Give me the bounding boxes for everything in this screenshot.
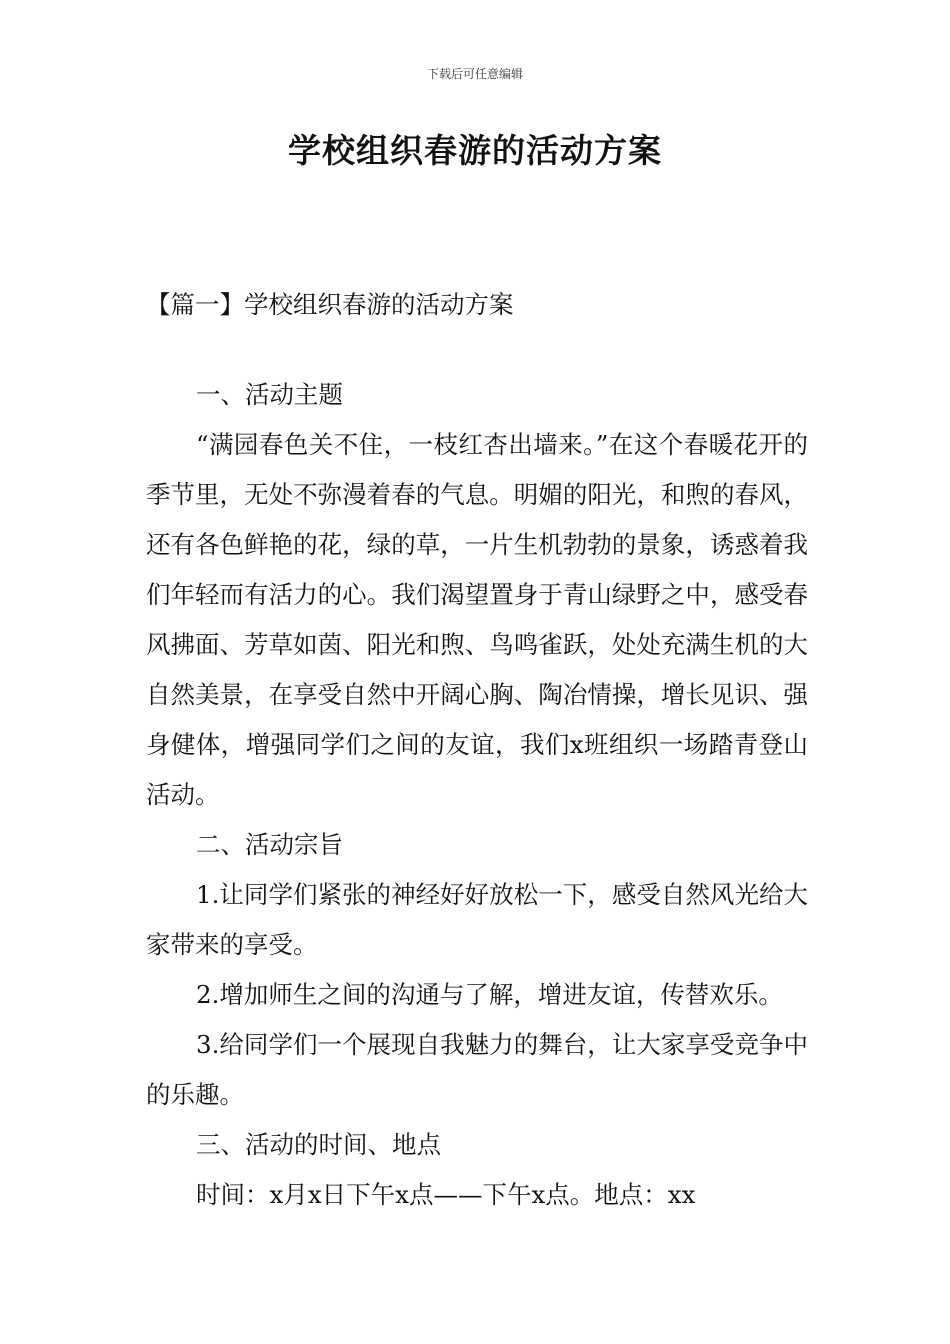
paragraph-time-location: 时间：x月x日下午x点——下午x点。地点：xx xyxy=(196,1180,696,1209)
heading-time-location: 三、活动的时间、地点 xyxy=(196,1130,441,1159)
section-label: 【篇一】学校组织春游的活动方案 xyxy=(146,290,514,319)
document-body xyxy=(146,280,808,1220)
purpose-item-3: 3.给同学们一个展现自我魅力的舞台，让大家享受竞争中的乐趣。 xyxy=(146,1030,808,1109)
header-note: 下载后可任意编辑 xyxy=(426,67,523,81)
purpose-item-2: 2.增加师生之间的沟通与了解，增进友谊，传替欢乐。 xyxy=(196,980,783,1009)
paragraph-activity-theme: “满园春色关不住，一枝红杏出墙来。”在这个春暖花开的季节里，无处不弥漫着春的气息。明媚的阳光，和煦的春风，还有各色鲜艳的花，绿的草，一片生机勃勃的景象，诱惑着我们年轻而有活力的心。我们渴望置身于青山绿野之中，感受春风拂面、芳草如茵、阳光和煦、鸟鸣雀跃，处处充满生机的大自然美景，在享受自然中开阔心胸、陶冶情操，增长见识、强身健体，增强同学们之间的友谊，我们x班组织一场踏青登山活动。 xyxy=(146,430,808,809)
purpose-item-1: 1.让同学们紧张的神经好好放松一下，感受自然风光给大家带来的享受。 xyxy=(146,880,808,959)
document-title: 学校组织春游的活动方案 xyxy=(288,131,662,170)
heading-activity-purpose: 二、活动宗旨 xyxy=(196,830,343,859)
heading-activity-theme: 一、活动主题 xyxy=(196,380,343,409)
